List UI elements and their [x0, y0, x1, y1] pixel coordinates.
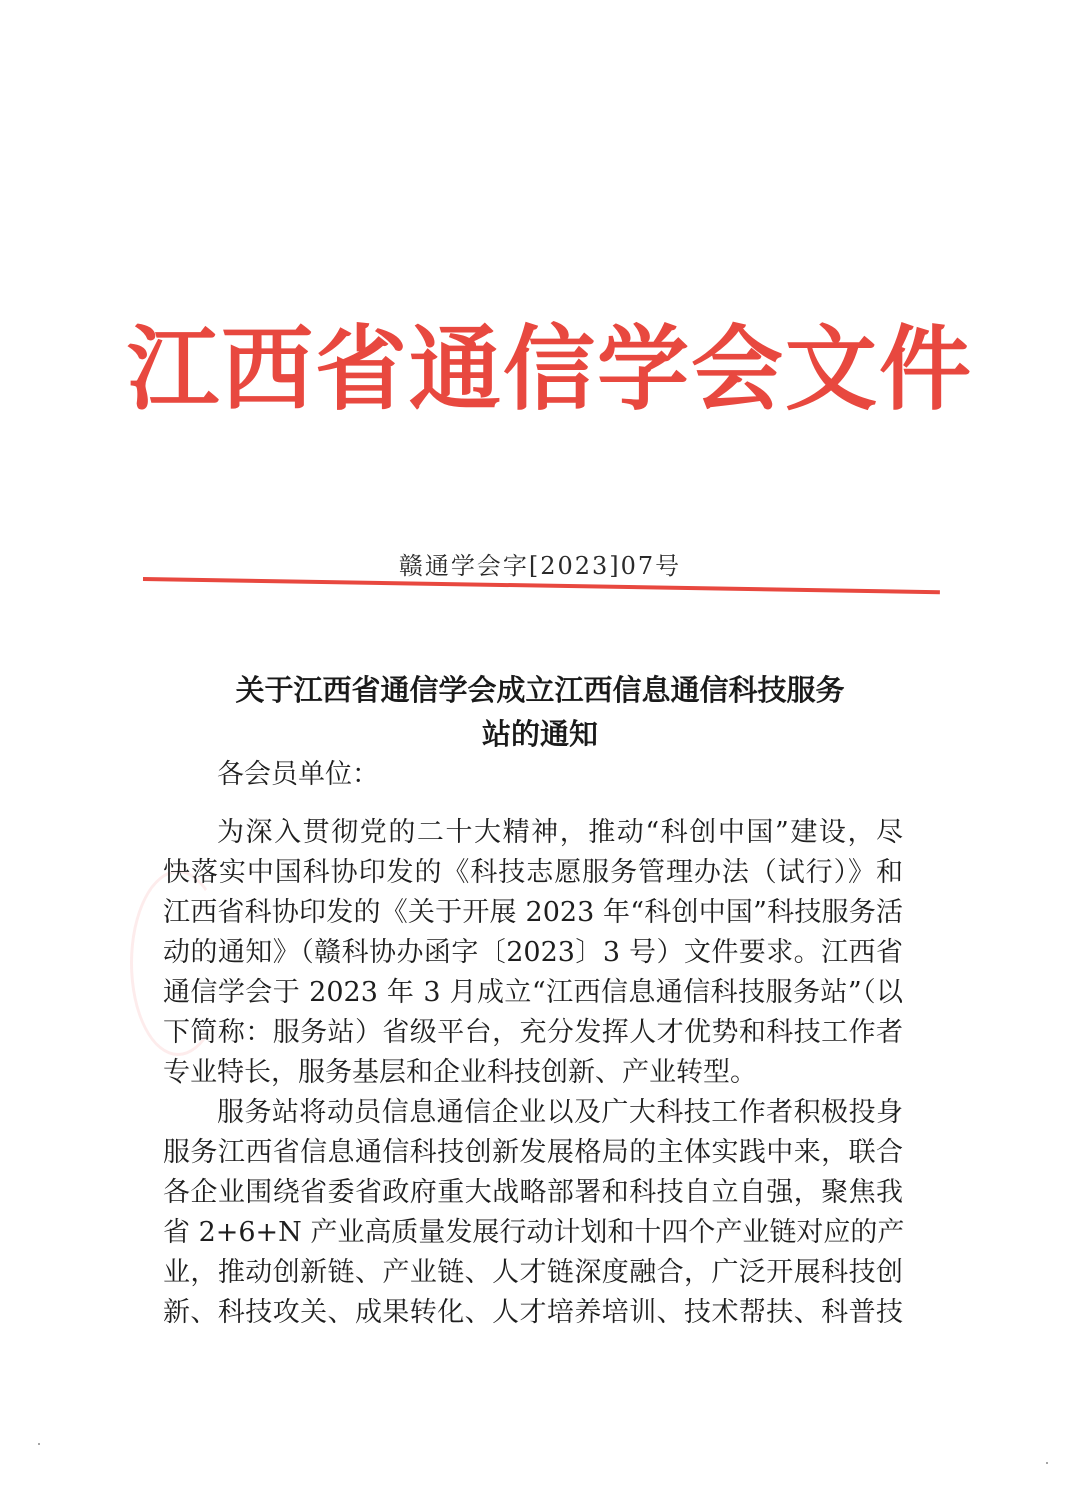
paragraph-2-line: 服务站将动员信息通信企业以及广大科技工作者积极投身 [217, 1097, 903, 1128]
notice-title-line-1: 关于江西省通信学会成立江西信息通信科技服务 [235, 673, 845, 707]
notice-title [140, 668, 940, 756]
paragraph-2-line: 各企业围绕省委省政府重大战略部署和科技自立自强，聚焦我 [163, 1177, 903, 1208]
paragraph-1-line: 下简称：服务站）省级平台，充分发挥人才优势和科技工作者 [163, 1017, 903, 1048]
document-number: 赣通学会字[2023]07号 [398, 552, 682, 580]
paragraph-1-line: 通信学会于 2023 年 3 月成立“江西信息通信科技服务站”（以 [163, 977, 903, 1008]
paragraph-1-line: 动的通知》（赣科协办函字〔2023〕3 号）文件要求。江西省 [163, 937, 903, 968]
paragraph-2-line: 新、科技攻关、成果转化、人才培养培训、技术帮扶、科普技 [163, 1297, 903, 1328]
paragraph-2-line: 省 2+6+N 产业高质量发展行动计划和十四个产业链对应的产 [163, 1217, 905, 1248]
salutation: 各会员单位： [217, 759, 379, 790]
paragraph-1-line: 为深入贯彻党的二十大精神，推动“科创中国”建设，尽 [217, 817, 903, 848]
paragraph-1-line: 江西省科协印发的《关于开展 2023 年“科创中国”科技服务活 [163, 897, 903, 928]
paragraph-2-line: 业，推动创新链、产业链、人才链深度融合，广泛开展科技创 [163, 1257, 903, 1288]
paragraph-1-line: 专业特长，服务基层和企业科技创新、产业转型。 [163, 1057, 757, 1088]
document-red-header-title: 江西省通信学会文件 [127, 315, 974, 423]
scan-speck [38, 1443, 40, 1445]
notice-title-line-2: 站的通知 [481, 717, 598, 751]
paragraph-1-line: 快落实中国科协印发的《科技志愿服务管理办法（试行）》和 [163, 857, 903, 888]
paragraph-2-line: 服务江西省信息通信科技创新发展格局的主体实践中来，联合 [163, 1137, 903, 1168]
scan-speck [1046, 1462, 1048, 1464]
